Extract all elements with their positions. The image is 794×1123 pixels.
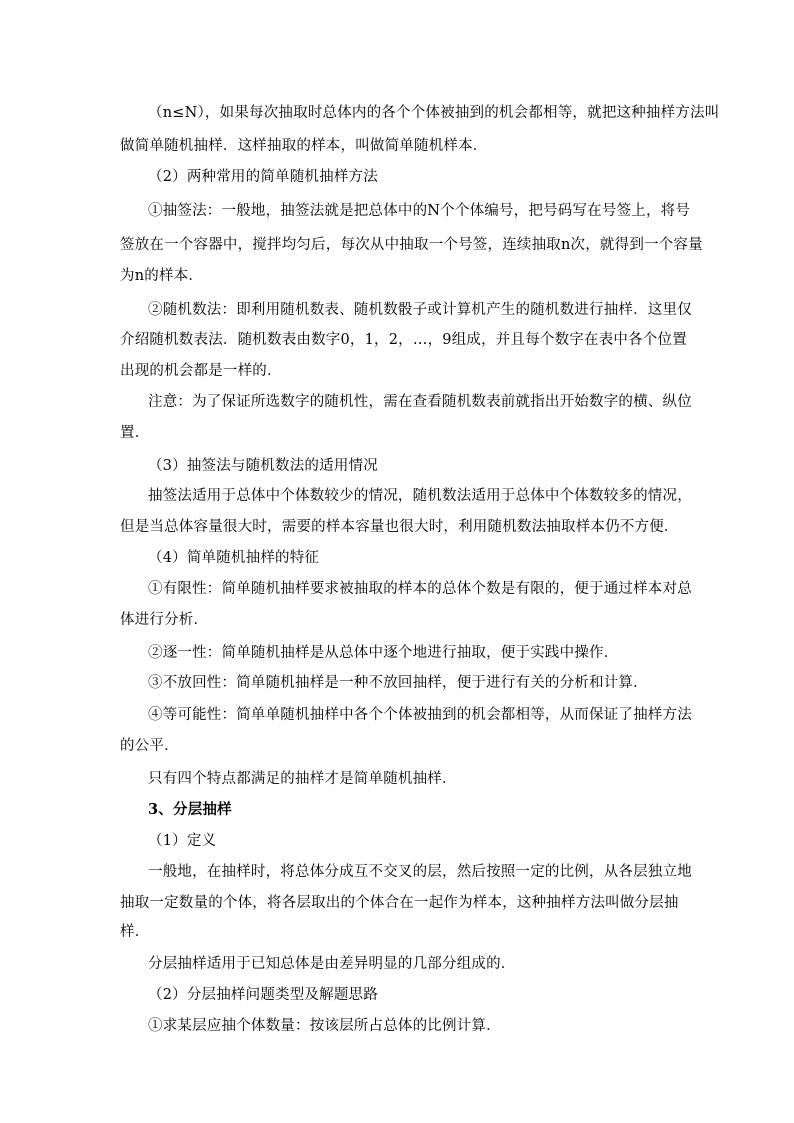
text-line: （2）分层抽样问题类型及解题思路 — [148, 987, 378, 1003]
text-line: ②逐一性：简单随机抽样是从总体中逐个地进行抽取，便于实践中操作． — [148, 645, 619, 661]
text-line: 但是当总体容量很大时，需要的样本容量也很大时，利用随机数法抽取样本仍不方便． — [120, 519, 679, 535]
text-line: ②随机数法：即利用随机数表、随机数骰子或计算机产生的随机数进行抽样．这里仅 — [148, 302, 692, 318]
text-line: （n≤N），如果每次抽取时总体内的各个个体被抽到的机会都相等，就把这种抽样方法叫 — [148, 105, 720, 121]
text-line: 抽签法适用于总体中个体数较少的情况，随机数法适用于总体中个体数较多的情况， — [148, 488, 692, 504]
text-line: （2）两种常用的简单随机抽样方法 — [148, 169, 378, 185]
text-line: 的公平． — [120, 738, 179, 754]
text-line: （1）定义 — [148, 833, 217, 849]
text-line: 一般地，在抽样时，将总体分成互不交叉的层，然后按照一定的比例，从各层独立地 — [148, 864, 692, 880]
text-line: ④等可能性：简单单随机抽样中各个个体被抽到的机会都相等，从而保证了抽样方法 — [148, 707, 692, 723]
text-line: （3）抽签法与随机数法的适用情况 — [148, 458, 378, 474]
text-line: （4）简单随机抽样的特征 — [148, 550, 320, 566]
text-line: 体进行分析． — [120, 612, 209, 628]
text-line: ①有限性：简单随机抽样要求被抽取的样本的总体个数是有限的，便于通过样本对总 — [148, 581, 692, 597]
text-line: 介绍随机数表法．随机数表由数字0，1，2，…，9组成，并且每个数字在表中各个位置 — [120, 332, 687, 348]
text-line: 为n的样本． — [120, 268, 204, 284]
text-line: 置． — [120, 425, 150, 441]
text-line: 出现的机会都是一样的． — [120, 363, 282, 379]
text-line: 只有四个特点都满足的抽样才是简单随机抽样． — [148, 771, 457, 787]
text-line: 分层抽样适用于已知总体是由差异明显的几部分组成的． — [148, 956, 516, 972]
text-line: ①求某层应抽个体数量：按该层所占总体的比例计算． — [148, 1018, 501, 1034]
text-line: 抽取一定数量的个体，将各层取出的个体合在一起作为样本，这种抽样方法叫做分层抽 — [120, 895, 679, 911]
text-line: 3、分层抽样 — [148, 801, 232, 818]
text-line: ③不放回性：简单随机抽样是一种不放回抽样，便于进行有关的分析和计算． — [148, 675, 648, 691]
text-line: 签放在一个容器中，搅拌均匀后，每次从中抽取一个号签，连续抽取n次，就得到一个容量 — [120, 237, 703, 253]
text-line: 注意：为了保证所选数字的随机性，需在查看随机数表前就指出开始数字的横、纵位 — [148, 394, 692, 410]
text-line: 做简单随机抽样．这样抽取的样本，叫做简单随机样本． — [120, 138, 488, 154]
text-line: ①抽签法：一般地，抽签法就是把总体中的N个个体编号，把号码写在号签上，将号 — [148, 203, 691, 219]
text-line: 样． — [120, 924, 150, 940]
